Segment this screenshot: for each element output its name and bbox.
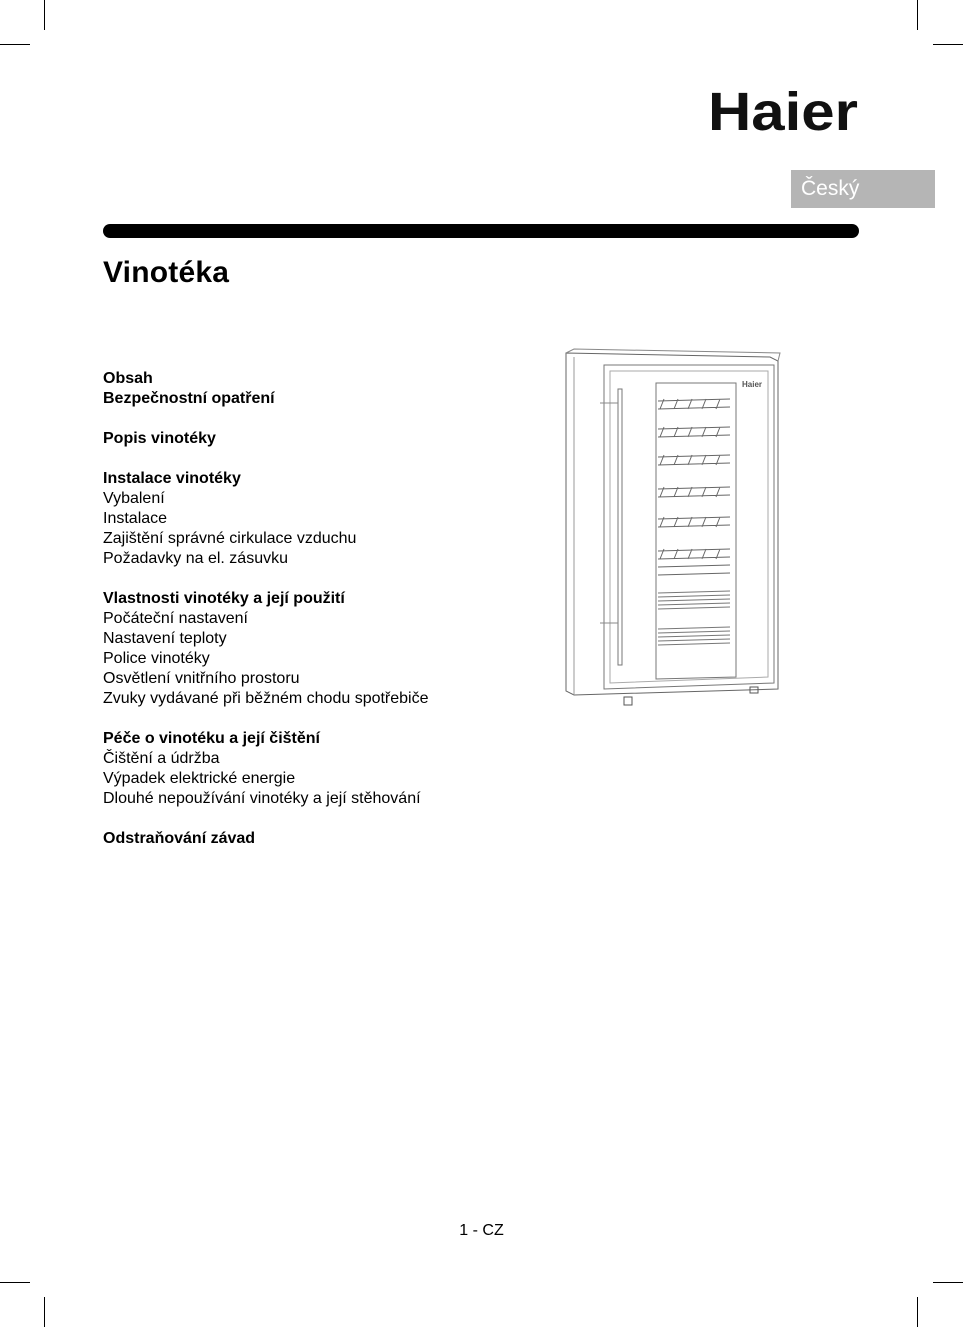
wine-cabinet-illustration <box>560 343 786 711</box>
crop-mark-top-left-h <box>0 44 30 45</box>
toc-item: Nastavení teploty <box>103 630 227 647</box>
toc-heading-obsah: Obsah <box>103 370 153 387</box>
toc-item: Police vinotéky <box>103 650 210 667</box>
toc-item: Dlouhé nepoužívání vinotéky a její stěhování <box>103 790 421 807</box>
illustration-door-logo: Haier <box>742 380 763 389</box>
toc-item: Čištění a údržba <box>103 750 220 767</box>
toc-item: Počáteční nastavení <box>103 610 248 627</box>
toc-heading-safety: Bezpečnostní opatření <box>103 390 275 407</box>
toc-item: Instalace <box>103 510 168 527</box>
crop-mark-top-right-v <box>917 0 918 30</box>
toc-item: Zvuky vydávané při běžném chodu spotřebiče <box>103 690 429 707</box>
page-title: Vinotéka <box>103 256 230 289</box>
page-number: 1 - CZ <box>459 1222 504 1239</box>
brand-logo-text: Haier <box>708 84 858 136</box>
crop-mark-top-left-v <box>44 0 45 30</box>
crop-mark-bottom-right-v <box>917 1297 918 1327</box>
toc-item: Výpadek elektrické energie <box>103 770 296 787</box>
header-rule <box>103 224 859 238</box>
toc-heading-features: Vlastnosti vinotéky a její použití <box>103 590 345 607</box>
toc-item: Osvětlení vnitřního prostoru <box>103 670 300 687</box>
brand-logo <box>708 84 860 136</box>
toc-heading-care: Péče o vinotéku a její čištění <box>103 730 320 747</box>
toc-heading-description: Popis vinotéky <box>103 430 216 447</box>
toc-item: Zajištění správné cirkulace vzduchu <box>103 530 357 547</box>
crop-mark-bottom-left-h <box>0 1282 30 1283</box>
crop-mark-bottom-left-v <box>44 1297 45 1327</box>
toc-item: Vybalení <box>103 490 165 507</box>
toc-heading-installation: Instalace vinotéky <box>103 470 241 487</box>
toc-item: Požadavky na el. zásuvku <box>103 550 288 567</box>
crop-mark-top-right-h <box>933 44 963 45</box>
language-tab: Český <box>791 170 935 208</box>
toc-heading-troubleshooting: Odstraňování závad <box>103 830 256 847</box>
table-of-contents <box>103 369 523 849</box>
crop-mark-bottom-right-h <box>933 1282 963 1283</box>
